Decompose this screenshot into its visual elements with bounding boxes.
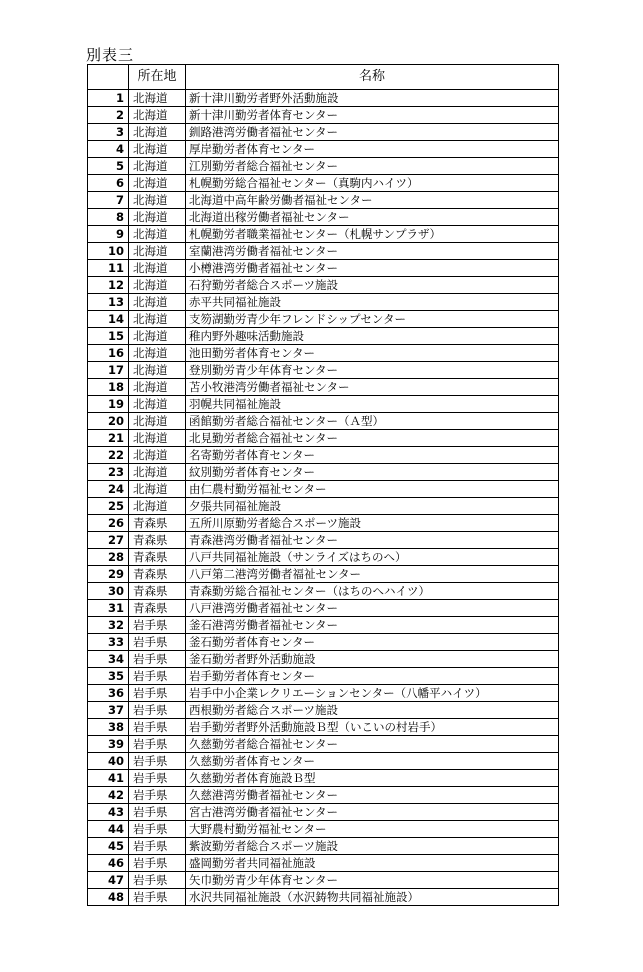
row-location: 北海道 (129, 141, 186, 158)
header-number (88, 65, 129, 90)
row-number: 30 (88, 583, 129, 600)
row-number: 6 (88, 175, 129, 192)
table-row (88, 464, 559, 481)
table-row (88, 294, 559, 311)
row-location: 岩手県 (129, 702, 186, 719)
table-row (88, 345, 559, 362)
row-name: 久慈勤労者総合福祉センター (186, 736, 559, 753)
row-number: 19 (88, 396, 129, 413)
row-location: 岩手県 (129, 838, 186, 855)
row-name: 江別勤労者総合福祉センター (186, 158, 559, 175)
row-location: 岩手県 (129, 617, 186, 634)
row-number: 40 (88, 753, 129, 770)
row-location: 青森県 (129, 566, 186, 583)
row-location: 青森県 (129, 515, 186, 532)
row-location: 北海道 (129, 413, 186, 430)
row-location: 北海道 (129, 311, 186, 328)
row-number: 28 (88, 549, 129, 566)
row-number: 42 (88, 787, 129, 804)
row-number: 45 (88, 838, 129, 855)
row-location: 北海道 (129, 175, 186, 192)
table-row (88, 328, 559, 345)
table-row (88, 753, 559, 770)
row-name: 盛岡勤労者共同福祉施設 (186, 855, 559, 872)
row-name: 水沢共同福祉施設（水沢鋳物共同福祉施設） (186, 889, 559, 906)
row-location: 北海道 (129, 447, 186, 464)
table-row (88, 532, 559, 549)
row-location: 北海道 (129, 243, 186, 260)
table-row (88, 821, 559, 838)
table-row (88, 124, 559, 141)
row-location: 北海道 (129, 345, 186, 362)
table-row (88, 209, 559, 226)
table-row (88, 549, 559, 566)
row-number: 38 (88, 719, 129, 736)
table-row (88, 872, 559, 889)
row-location: 岩手県 (129, 855, 186, 872)
row-location: 北海道 (129, 379, 186, 396)
header-name: 名称 (186, 65, 559, 90)
table-row (88, 362, 559, 379)
row-location: 岩手県 (129, 668, 186, 685)
row-name: 池田勤労者体育センター (186, 345, 559, 362)
row-name: 函館勤労者総合福祉センター（Ａ型） (186, 413, 559, 430)
row-location: 北海道 (129, 158, 186, 175)
row-number: 44 (88, 821, 129, 838)
row-number: 12 (88, 277, 129, 294)
row-location: 岩手県 (129, 787, 186, 804)
row-number: 2 (88, 107, 129, 124)
row-location: 北海道 (129, 464, 186, 481)
table-row (88, 498, 559, 515)
row-number: 17 (88, 362, 129, 379)
table-row (88, 634, 559, 651)
table-row (88, 430, 559, 447)
table-row (88, 515, 559, 532)
row-number: 27 (88, 532, 129, 549)
row-number: 20 (88, 413, 129, 430)
row-number: 29 (88, 566, 129, 583)
row-location: 北海道 (129, 124, 186, 141)
row-location: 北海道 (129, 209, 186, 226)
table-row (88, 396, 559, 413)
row-name: 青森港湾労働者福祉センター (186, 532, 559, 549)
row-location: 青森県 (129, 583, 186, 600)
table-row (88, 719, 559, 736)
row-name: 北見勤労者総合福祉センター (186, 430, 559, 447)
row-name: 厚岸勤労者体育センター (186, 141, 559, 158)
row-name: 室蘭港湾労働者福祉センター (186, 243, 559, 260)
row-number: 13 (88, 294, 129, 311)
row-location: 北海道 (129, 107, 186, 124)
row-number: 1 (88, 90, 129, 107)
row-name: 稚内野外趣味活動施設 (186, 328, 559, 345)
table-row (88, 770, 559, 787)
row-name: 西根勤労者総合スポーツ施設 (186, 702, 559, 719)
row-number: 35 (88, 668, 129, 685)
table-row (88, 311, 559, 328)
row-number: 34 (88, 651, 129, 668)
row-location: 北海道 (129, 498, 186, 515)
row-number: 26 (88, 515, 129, 532)
table-row (88, 668, 559, 685)
row-location: 北海道 (129, 90, 186, 107)
row-number: 3 (88, 124, 129, 141)
row-name: 赤平共同福祉施設 (186, 294, 559, 311)
row-location: 岩手県 (129, 753, 186, 770)
row-name: 紋別勤労者体育センター (186, 464, 559, 481)
row-name: 紫波勤労者総合スポーツ施設 (186, 838, 559, 855)
row-location: 岩手県 (129, 685, 186, 702)
row-number: 39 (88, 736, 129, 753)
row-location: 北海道 (129, 481, 186, 498)
row-name: 八戸共同福祉施設（サンライズはちのへ） (186, 549, 559, 566)
row-name: 大野農村勤労福祉センター (186, 821, 559, 838)
row-number: 24 (88, 481, 129, 498)
row-location: 岩手県 (129, 634, 186, 651)
document-title: 別表三 (86, 46, 135, 64)
row-location: 北海道 (129, 430, 186, 447)
row-name: 登別勤労青少年体育センター (186, 362, 559, 379)
table-row (88, 787, 559, 804)
row-name: 北海道中高年齢労働者福祉センター (186, 192, 559, 209)
row-location: 北海道 (129, 294, 186, 311)
row-location: 青森県 (129, 549, 186, 566)
row-name: 名寄勤労者体育センター (186, 447, 559, 464)
row-number: 11 (88, 260, 129, 277)
row-location: 北海道 (129, 226, 186, 243)
row-number: 33 (88, 634, 129, 651)
table-row (88, 243, 559, 260)
row-number: 16 (88, 345, 129, 362)
row-number: 5 (88, 158, 129, 175)
table-row (88, 277, 559, 294)
row-location: 青森県 (129, 532, 186, 549)
row-number: 9 (88, 226, 129, 243)
row-name: 久慈勤労者体育センター (186, 753, 559, 770)
row-name: 久慈勤労者体育施設Ｂ型 (186, 770, 559, 787)
table-row (88, 90, 559, 107)
table-row (88, 260, 559, 277)
row-name: 夕張共同福祉施設 (186, 498, 559, 515)
row-location: 岩手県 (129, 821, 186, 838)
table-row (88, 702, 559, 719)
row-number: 18 (88, 379, 129, 396)
row-name: 釜石勤労者野外活動施設 (186, 651, 559, 668)
row-name: 由仁農村勤労福祉センター (186, 481, 559, 498)
row-name: 新十津川勤労者体育センター (186, 107, 559, 124)
table-row (88, 481, 559, 498)
row-location: 岩手県 (129, 719, 186, 736)
table-row (88, 838, 559, 855)
row-number: 15 (88, 328, 129, 345)
row-number: 21 (88, 430, 129, 447)
row-name: 苫小牧港湾労働者福祉センター (186, 379, 559, 396)
row-name: 宮古港湾労働者福祉センター (186, 804, 559, 821)
row-name: 八戸第二港湾労働者福祉センター (186, 566, 559, 583)
table-row (88, 175, 559, 192)
row-name: 新十津川勤労者野外活動施設 (186, 90, 559, 107)
row-name: 小樽港湾労働者福祉センター (186, 260, 559, 277)
row-name: 石狩勤労者総合スポーツ施設 (186, 277, 559, 294)
facility-table (87, 64, 559, 906)
table-row (88, 566, 559, 583)
table-row (88, 889, 559, 906)
row-location: 岩手県 (129, 872, 186, 889)
row-name: 五所川原勤労者総合スポーツ施設 (186, 515, 559, 532)
row-location: 岩手県 (129, 804, 186, 821)
row-name: 岩手勤労者野外活動施設Ｂ型（いこいの村岩手） (186, 719, 559, 736)
table-row (88, 192, 559, 209)
table-row (88, 226, 559, 243)
table-row (88, 141, 559, 158)
table-header-row (88, 65, 559, 90)
header-location: 所在地 (129, 65, 186, 90)
table-row (88, 804, 559, 821)
row-name: 八戸港湾労働者福祉センター (186, 600, 559, 617)
row-number: 41 (88, 770, 129, 787)
row-location: 北海道 (129, 260, 186, 277)
table-row (88, 855, 559, 872)
row-location: 岩手県 (129, 651, 186, 668)
row-number: 46 (88, 855, 129, 872)
row-number: 23 (88, 464, 129, 481)
row-number: 48 (88, 889, 129, 906)
row-number: 10 (88, 243, 129, 260)
row-name: 岩手勤労者体育センター (186, 668, 559, 685)
row-name: 釜石港湾労働者福祉センター (186, 617, 559, 634)
table-row (88, 413, 559, 430)
row-name: 札幌勤労総合福祉センター（真駒内ハイツ） (186, 175, 559, 192)
row-location: 青森県 (129, 600, 186, 617)
table-row (88, 651, 559, 668)
row-number: 32 (88, 617, 129, 634)
row-number: 4 (88, 141, 129, 158)
row-number: 37 (88, 702, 129, 719)
table-row (88, 736, 559, 753)
row-number: 36 (88, 685, 129, 702)
row-name: 羽幌共同福祉施設 (186, 396, 559, 413)
table-row (88, 447, 559, 464)
row-name: 支笏湖勤労青少年フレンドシップセンター (186, 311, 559, 328)
row-location: 北海道 (129, 362, 186, 379)
row-location: 岩手県 (129, 889, 186, 906)
table-row (88, 583, 559, 600)
row-number: 7 (88, 192, 129, 209)
row-name: 矢巾勤労青少年体育センター (186, 872, 559, 889)
row-name: 札幌勤労者職業福祉センター（札幌サンプラザ） (186, 226, 559, 243)
row-name: 久慈港湾労働者福祉センター (186, 787, 559, 804)
row-name: 釜石勤労者体育センター (186, 634, 559, 651)
row-number: 31 (88, 600, 129, 617)
row-name: 釧路港湾労働者福祉センター (186, 124, 559, 141)
table-row (88, 617, 559, 634)
row-location: 北海道 (129, 328, 186, 345)
row-location: 北海道 (129, 192, 186, 209)
table-row (88, 600, 559, 617)
table-row (88, 379, 559, 396)
table-row (88, 107, 559, 124)
row-name: 北海道出稼労働者福祉センター (186, 209, 559, 226)
table-row (88, 685, 559, 702)
row-number: 47 (88, 872, 129, 889)
row-number: 14 (88, 311, 129, 328)
row-name: 岩手中小企業レクリエーションセンター（八幡平ハイツ） (186, 685, 559, 702)
row-location: 北海道 (129, 396, 186, 413)
row-name: 青森勤労総合福祉センター（はちのへハイツ） (186, 583, 559, 600)
row-location: 北海道 (129, 277, 186, 294)
row-number: 25 (88, 498, 129, 515)
row-number: 22 (88, 447, 129, 464)
row-number: 43 (88, 804, 129, 821)
table-row (88, 158, 559, 175)
row-location: 岩手県 (129, 770, 186, 787)
row-number: 8 (88, 209, 129, 226)
row-location: 岩手県 (129, 736, 186, 753)
